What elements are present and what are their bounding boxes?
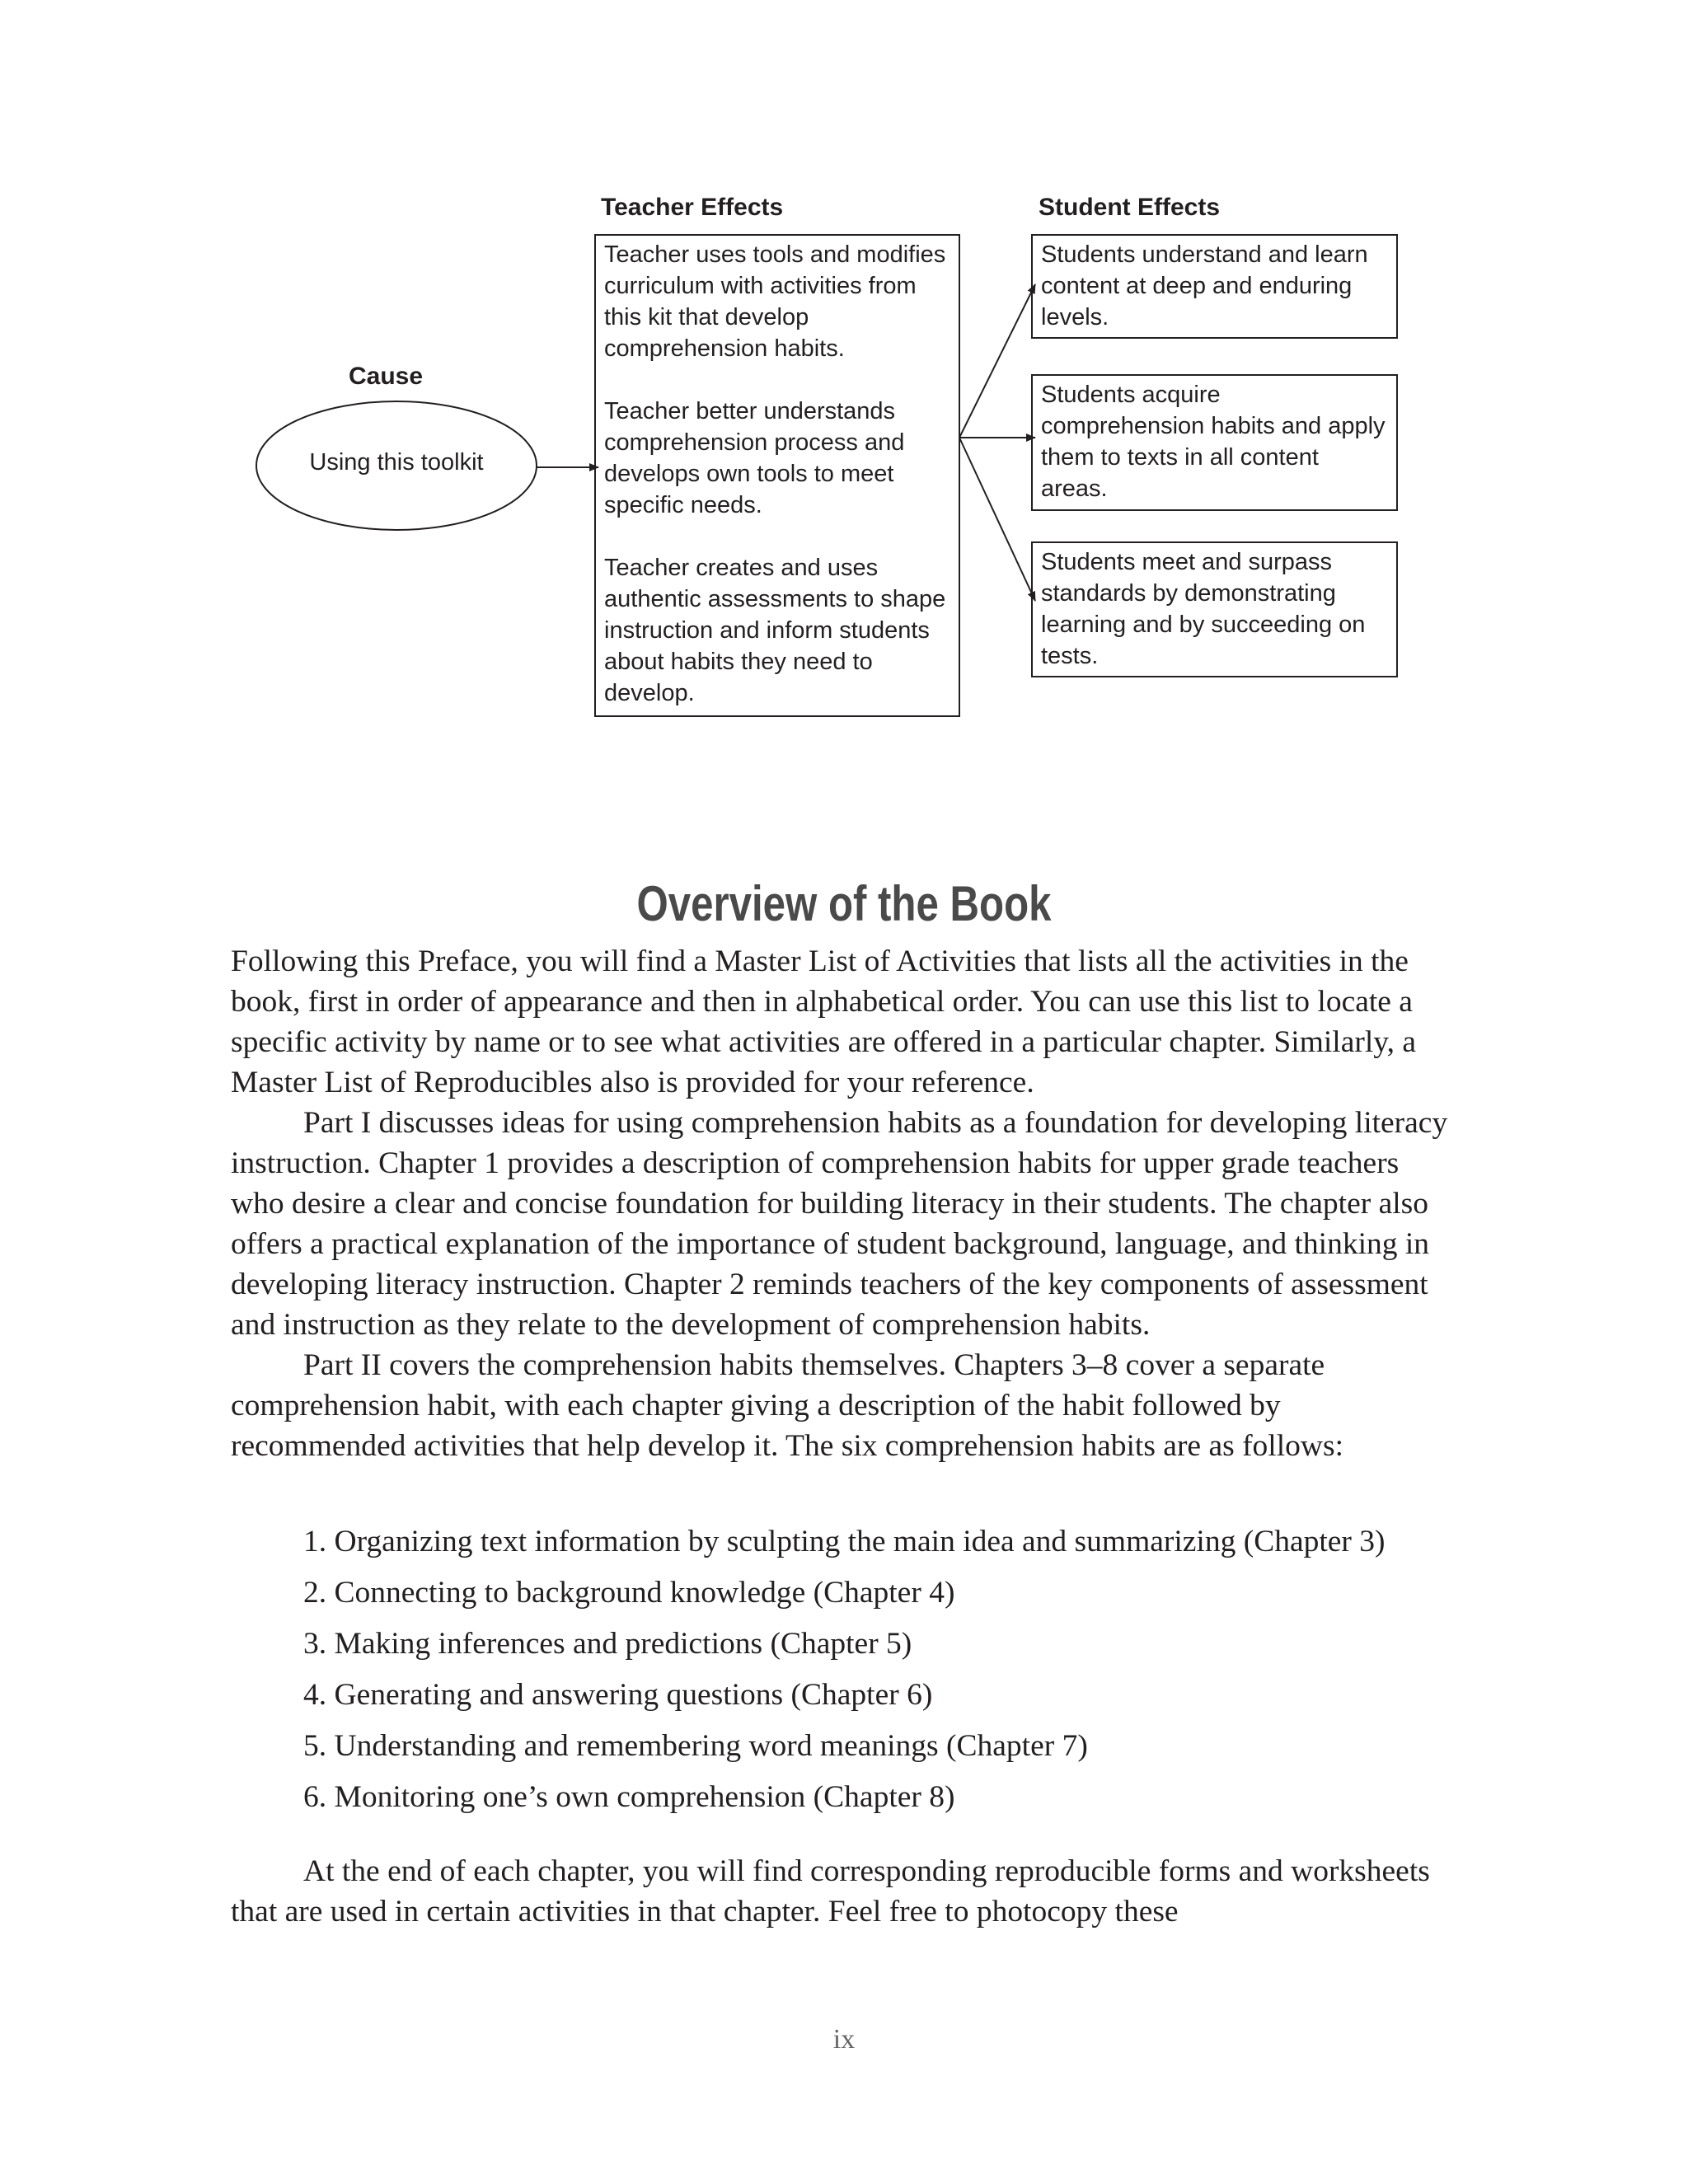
- list-item: 4. Generating and answering questions (Chapter 6): [303, 1678, 933, 1712]
- paragraph: Part I discusses ideas for using comprehension habits as a foundation for developing literacy instruction. Chapter 1 provides a description of comprehension habits for upper grade teachers who desire a clear and concise foundation for building literacy in their students. The chapter also offers a practical explanation of the importance of student background, language, and thinking in developing literacy instruction. Chapter 2 reminds teachers of the key components of assessment and instruction as they relate to the development of comprehension habits.: [231, 1106, 1448, 1342]
- student-effect: Students understand and learn content at deep and enduring levels.: [1041, 241, 1368, 330]
- list-item: 5. Understanding and remembering word meanings (Chapter 7): [303, 1729, 1088, 1763]
- teacher-effect: Teacher uses tools and modifies curriculum with activities from this kit that develop comprehension habits.: [604, 241, 946, 362]
- cause-label: Using this toolkit: [309, 449, 484, 476]
- teacher-effect: Teacher better understands comprehension process and develops own tools to meet specific needs.: [604, 398, 905, 518]
- teacher-effects-heading: Teacher Effects: [601, 194, 784, 221]
- cause-heading: Cause: [349, 363, 424, 390]
- cause-effect-diagram: [0, 0, 1688, 742]
- teacher-effects-box: [594, 234, 960, 717]
- arrow-teacher-to-student-3: [959, 438, 1035, 601]
- section-title: Overview of the Book: [636, 876, 1052, 931]
- student-effect: Students meet and surpass standards by demonstrating learning and by succeeding on tests.: [1041, 549, 1366, 669]
- habits-list: [303, 1521, 1386, 1828]
- paragraph: Part II covers the comprehension habits themselves. Chapters 3–8 cover a separate comprehension habit, with each chapter giving a description of the habit followed by recommended activities that help develop it. The six comprehension habits are as follows:: [231, 1348, 1343, 1463]
- page-number: ix: [832, 2024, 856, 2055]
- arrow-teacher-to-student-1: [959, 284, 1035, 438]
- student-effect-box: [1031, 374, 1398, 511]
- list-item: 2. Connecting to background knowledge (Chapter 4): [303, 1576, 955, 1610]
- closing-text: [231, 1851, 1451, 1932]
- list-item: 3. Making inferences and predictions (Chapter 5): [303, 1627, 912, 1661]
- student-effect-box: [1031, 541, 1398, 677]
- paragraph: Following this Preface, you will find a Master List of Activities that lists all the activities in the book, first in order of appearance and then in alphabetical order. You can use this list to locate a specific activity by name or to see what activities are offered in a particular chapter. Similarly, a Master List of Reproducibles also is provided for your reference.: [231, 944, 1416, 1099]
- list-item: 1. Organizing text information by sculpting the main idea and summarizing (Chapter 3): [303, 1525, 1386, 1558]
- student-effect: Students acquire comprehension habits and apply them to texts in all content areas.: [1041, 382, 1386, 502]
- list-item: 6. Monitoring one’s own comprehension (Chapter 8): [303, 1780, 955, 1814]
- teacher-effect: Teacher creates and uses authentic assessments to shape instruction and inform students about habits they need to develop.: [604, 555, 946, 706]
- body-text: [231, 941, 1451, 1466]
- student-effect-box: [1031, 234, 1398, 339]
- paragraph: At the end of each chapter, you will find corresponding reproducible forms and worksheets that are used in certain activities in that chapter. Feel free to photocopy these: [231, 1854, 1430, 1929]
- student-effects-heading: Student Effects: [1039, 194, 1221, 221]
